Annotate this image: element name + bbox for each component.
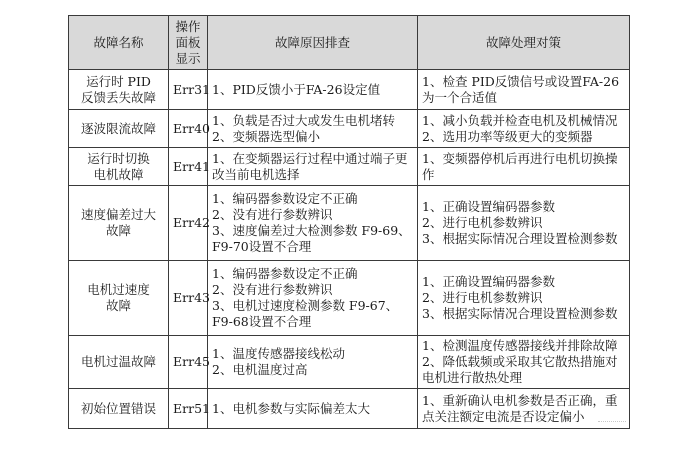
fault-name-line: 故障 <box>105 223 131 238</box>
cause-line: 3、电机过速度检测参数 F9-67、 <box>212 298 399 313</box>
fault-fix-cell <box>418 70 630 110</box>
fault-name-cell <box>69 70 169 110</box>
fault-cause-cell <box>208 110 418 148</box>
cause-line: 3、速度偏差过大检测参数 F9-69、 <box>212 223 411 238</box>
fault-name-line: 电机故障 <box>93 166 144 182</box>
fix-line: 3、根据实际情况合理设置检测参数 <box>422 231 618 246</box>
fix-line: 1、正确设置编码器参数 <box>422 199 555 214</box>
cause-line: 1、编码器参数设定不正确 <box>212 191 358 206</box>
fault-fix-cell <box>418 186 630 261</box>
fault-name-cell <box>69 261 169 336</box>
header-fault-name: 故障名称 <box>69 16 169 70</box>
fault-code-cell: Err42 <box>169 186 208 261</box>
fault-code-cell: Err31 <box>169 70 208 110</box>
cause-line: 2、没有进行参数辨识 <box>212 282 333 297</box>
decorative-dotted-rule <box>598 421 626 422</box>
header-code-line: 显示 <box>175 50 201 66</box>
header-code-line: 面板 <box>175 34 201 50</box>
fault-name-line: 电机过速度 <box>87 282 150 297</box>
cause-line: 1、电机参数与实际偏差太大 <box>212 400 370 416</box>
fault-fix-cell <box>418 148 630 186</box>
cause-line: 2、没有进行参数辨识 <box>212 207 333 222</box>
fault-cause-cell <box>208 186 418 261</box>
cause-line: 改当前电机选择 <box>212 166 300 182</box>
fix-line: 2、进行电机参数辨识 <box>422 215 543 230</box>
fault-cause-cell <box>208 261 418 336</box>
fault-fix-cell <box>418 389 630 429</box>
fault-name-line: 故障 <box>105 298 131 313</box>
cause-line: 1、在变频器运行过程中通过端子更 <box>212 150 408 166</box>
fault-code-cell: Err40 <box>169 110 208 148</box>
fix-line: 1、正确设置编码器参数 <box>422 274 555 289</box>
header-fault-fix: 故障处理对策 <box>418 16 630 70</box>
fix-line: 2、降低载频或采取其它散热措施对 <box>422 354 618 369</box>
fix-line: 点关注额定电流是否设定偏小 <box>422 408 585 424</box>
cause-line: F9-70设置不合理 <box>212 239 312 254</box>
fault-name-line: 逐波限流故障 <box>80 120 156 136</box>
table-row <box>69 389 630 429</box>
fault-code-cell: Err51 <box>169 389 208 429</box>
fault-name-cell <box>69 186 169 261</box>
fix-line: 1、检查 PID反馈信号或设置FA-26 <box>422 73 620 89</box>
table-row <box>69 148 630 186</box>
fault-name-cell <box>69 389 169 429</box>
table-header-row <box>69 16 630 70</box>
cause-line: 2、电机温度过高 <box>212 362 308 377</box>
header-fault-cause: 故障原因排查 <box>208 16 418 70</box>
fault-name-line: 速度偏差过大 <box>80 207 156 222</box>
fix-line: 1、检测温度传感器接线并排除故障 <box>422 338 618 353</box>
fix-line: 1、变频器停机后再进行电机切换操 <box>422 150 618 166</box>
fault-cause-cell <box>208 336 418 389</box>
table-row <box>69 70 630 110</box>
fault-name-cell <box>69 336 169 389</box>
fault-fix-cell <box>418 110 630 148</box>
cause-line: 1、温度传感器接线松动 <box>212 346 345 361</box>
table-row <box>69 261 630 336</box>
fix-line: 1、减小负载并检查电机及机械情况 <box>422 112 618 128</box>
fault-fix-cell <box>418 261 630 336</box>
fault-name-line: 反馈丢失故障 <box>80 89 156 105</box>
fault-code-cell: Err43 <box>169 261 208 336</box>
fix-line: 电机进行散热处理 <box>422 370 523 385</box>
fault-table <box>68 15 630 429</box>
cause-line: F9-68设置不合理 <box>212 314 312 329</box>
cause-line: 1、PID反馈小于FA-26设定值 <box>212 81 381 97</box>
fault-name-cell <box>69 148 169 186</box>
fault-name-line: 电机过温故障 <box>80 354 156 369</box>
table-row <box>69 186 630 261</box>
cause-line: 1、编码器参数设定不正确 <box>212 266 358 281</box>
fault-name-line: 初始位置错误 <box>80 400 156 416</box>
fault-fix-cell <box>418 336 630 389</box>
table-row <box>69 336 630 389</box>
cause-line: 1、负载是否过大或发生电机堵转 <box>212 112 395 128</box>
fault-name-line: 运行时切换 <box>87 150 150 166</box>
fault-code-cell: Err45 <box>169 336 208 389</box>
cause-line: 2、变频器选型偏小 <box>212 128 320 144</box>
header-panel-display <box>169 16 208 70</box>
fix-line: 2、选用功率等级更大的变频器 <box>422 128 593 144</box>
fix-line: 1、重新确认电机参数是否正确，重 <box>422 392 618 408</box>
header-code-line: 操作 <box>175 18 201 34</box>
fault-cause-cell <box>208 148 418 186</box>
fix-line: 作 <box>422 166 435 182</box>
fix-line: 为一个合适值 <box>422 89 498 105</box>
fault-name-cell <box>69 110 169 148</box>
table-row <box>69 110 630 148</box>
fix-line: 2、进行电机参数辨识 <box>422 290 543 305</box>
fault-name-line: 运行时 PID <box>86 73 151 89</box>
fix-line: 3、根据实际情况合理设置检测参数 <box>422 306 618 321</box>
fault-cause-cell <box>208 389 418 429</box>
fault-code-cell: Err41 <box>169 148 208 186</box>
fault-cause-cell <box>208 70 418 110</box>
